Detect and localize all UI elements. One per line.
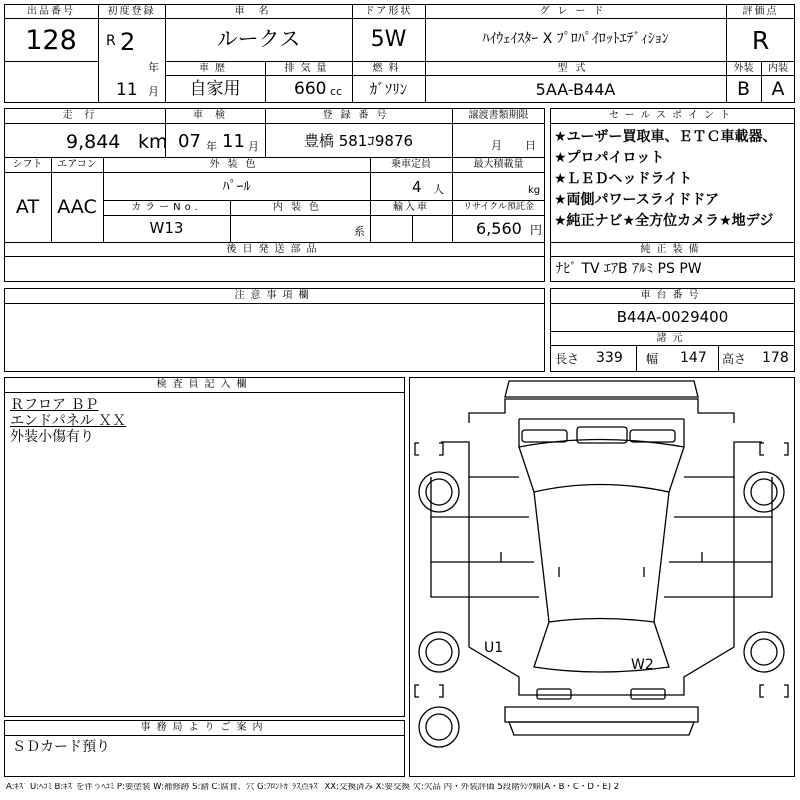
inspection-month-unit: 月 (248, 140, 259, 153)
recycle-label: リサイクル預託金 (463, 202, 534, 212)
mileage: 9,844 (66, 131, 121, 153)
first-reg-month-unit: 月 (148, 85, 159, 98)
divider (550, 345, 795, 346)
first-reg-label: 初度登録 (107, 6, 156, 17)
fuel: ｶﾞｿﾘﾝ (369, 80, 408, 98)
sales-points-label: セールスポイント (608, 110, 737, 121)
divider (550, 123, 795, 124)
exterior-label: 外装 (733, 63, 754, 74)
first-reg-era: R (106, 33, 116, 49)
divider (4, 18, 98, 19)
ext-color: ﾊﾟｰﾙ (222, 179, 251, 195)
transfer-day-unit: 日 (525, 139, 536, 152)
grade-label: グレード (539, 6, 612, 17)
ac: AAC (57, 196, 97, 218)
inspection-year-unit: 年 (206, 140, 217, 153)
divider (550, 256, 795, 257)
recycle-unit: 円 (530, 223, 543, 237)
shift: AT (15, 196, 40, 218)
sales-point: ★プロパイロット (554, 150, 665, 166)
color-no-label: カラーNo. (131, 202, 202, 213)
first-reg-month: 11 (116, 80, 138, 100)
exterior-score: B (736, 78, 751, 100)
divider (4, 392, 405, 393)
height: 178 (762, 350, 789, 366)
inspection-month: 11 (222, 131, 245, 152)
sales-point: ★純正ナビ★全方位カメラ★地デジ (554, 213, 774, 229)
interior-label: 内装 (768, 63, 788, 74)
interior-score: A (771, 78, 785, 100)
door-label: ドア形状 (364, 6, 413, 17)
int-color-label: 内装色 (273, 202, 327, 213)
first-reg-year-unit: 年 (148, 61, 159, 74)
sales-point: ★ＬＥＤヘッドライト (554, 171, 693, 187)
shift-label: シフト (12, 159, 43, 170)
ext-color-label: 外装色 (209, 159, 264, 170)
length-label: 長さ (555, 352, 580, 366)
sales-point: ★ユーザー買取車、ＥＴＣ車載器、 (554, 129, 777, 145)
divider (103, 215, 545, 216)
lot-no-label: 出品番号 (27, 6, 75, 17)
divider (4, 256, 545, 257)
fuel-label: 燃料 (372, 63, 405, 74)
divider (550, 303, 795, 304)
color-no: W13 (149, 219, 184, 237)
inspector-line: エンドパネル ＸＸ (10, 413, 127, 429)
mileage-unit: km (138, 131, 168, 153)
score: R (751, 26, 770, 55)
divider (636, 345, 637, 372)
chassis-label: 車台番号 (640, 290, 705, 301)
divider (98, 18, 795, 19)
divider (4, 303, 545, 304)
chassis-no: B44A-0029400 (616, 308, 729, 326)
inspector-notes (10, 397, 126, 445)
divider (412, 215, 413, 242)
displacement: 660 (294, 79, 327, 99)
width: 147 (680, 350, 707, 366)
sales-points-list (554, 127, 794, 232)
later-parts-label: 後日発送部品 (226, 244, 323, 255)
capacity-unit: 人 (433, 183, 444, 196)
reg-no: 豊橋 581ｺ9876 (303, 132, 414, 150)
model: 5AA-B44A (535, 80, 616, 99)
displacement-unit: cc (330, 85, 343, 98)
capacity-label: 乗車定員 (391, 159, 431, 170)
door: 5W (370, 27, 407, 52)
reg-no-label: 登録番号 (322, 110, 395, 121)
capacity: 4 (412, 178, 422, 196)
divider (718, 345, 719, 372)
notes-label: 注意事項欄 (234, 290, 315, 301)
inspection-label: 車検 (193, 110, 237, 121)
length: 339 (596, 350, 623, 366)
damage-mark-w2: W2 (631, 657, 654, 673)
transfer-month-unit: 月 (491, 139, 502, 152)
transfer-label: 譲渡書類期限 (468, 110, 529, 121)
recycle: 6,560 (476, 219, 522, 238)
office-label: 事務局よりご案内 (140, 722, 269, 733)
displacement-label: 排気量 (284, 63, 333, 74)
divider (4, 172, 545, 173)
car-name: ルークス (216, 27, 301, 51)
ac-label: エアコン (57, 159, 97, 170)
first-reg-year: 2 (120, 28, 136, 56)
equipment: ﾅﾋﾞ TV ｴｱB ｱﾙﾐ PS PW (556, 261, 702, 277)
model-label: 型式 (557, 63, 594, 74)
divider (165, 75, 795, 76)
grade: ﾊｲｳｪｲｽﾀｰ X ﾌﾟﾛﾊﾟｲﾛｯﾄｴﾃﾞｨｼｮﾝ (482, 31, 669, 47)
dims-label: 諸元 (656, 333, 689, 344)
mileage-label: 走行 (62, 110, 107, 121)
inspector-label: 検査員記入欄 (156, 379, 253, 390)
height-label: 高さ (722, 352, 747, 366)
import-label: 輸入車 (393, 202, 429, 213)
load-label: 最大積載量 (473, 159, 524, 170)
int-color-suffix: 系 (354, 225, 365, 238)
inspector-line: Ｒフロア ＢＰ (10, 397, 99, 413)
legend: A:ｷｽﾞ U:ﾍｺﾐ B:ｷｽﾞを伴うﾍｺﾐ P:要塗装 W:補修跡 S:錆 C:腐食、穴 G:ﾌﾛﾝﾄｶﾞﾗｽ点ｷｽﾞ XX:交換済み X:要交換 欠:欠品 内・外装評価 5段階ﾗﾝｸ順(A・B・C・D・E) 2 (6, 783, 620, 792)
history: 自家用 (189, 79, 241, 99)
car-diagram (409, 377, 795, 777)
history-label: 車歴 (199, 63, 231, 74)
divider (4, 735, 405, 736)
width-label: 幅 (646, 352, 659, 366)
inspector-line: 外装小傷有り (10, 429, 94, 445)
score-label: 評価点 (742, 6, 779, 17)
car-name-label: 車名 (234, 6, 283, 17)
inspection-year: 07 (178, 131, 201, 152)
lot-no: 128 (25, 25, 77, 56)
divider (4, 123, 545, 124)
equipment-label: 純正装備 (640, 244, 705, 255)
load-unit: kg (528, 185, 541, 196)
damage-mark-u1: U1 (484, 640, 504, 656)
divider (4, 61, 98, 62)
office-note: ＳＤカード預り (12, 739, 110, 755)
sales-point: ★両側パワースライドドア (554, 192, 720, 208)
